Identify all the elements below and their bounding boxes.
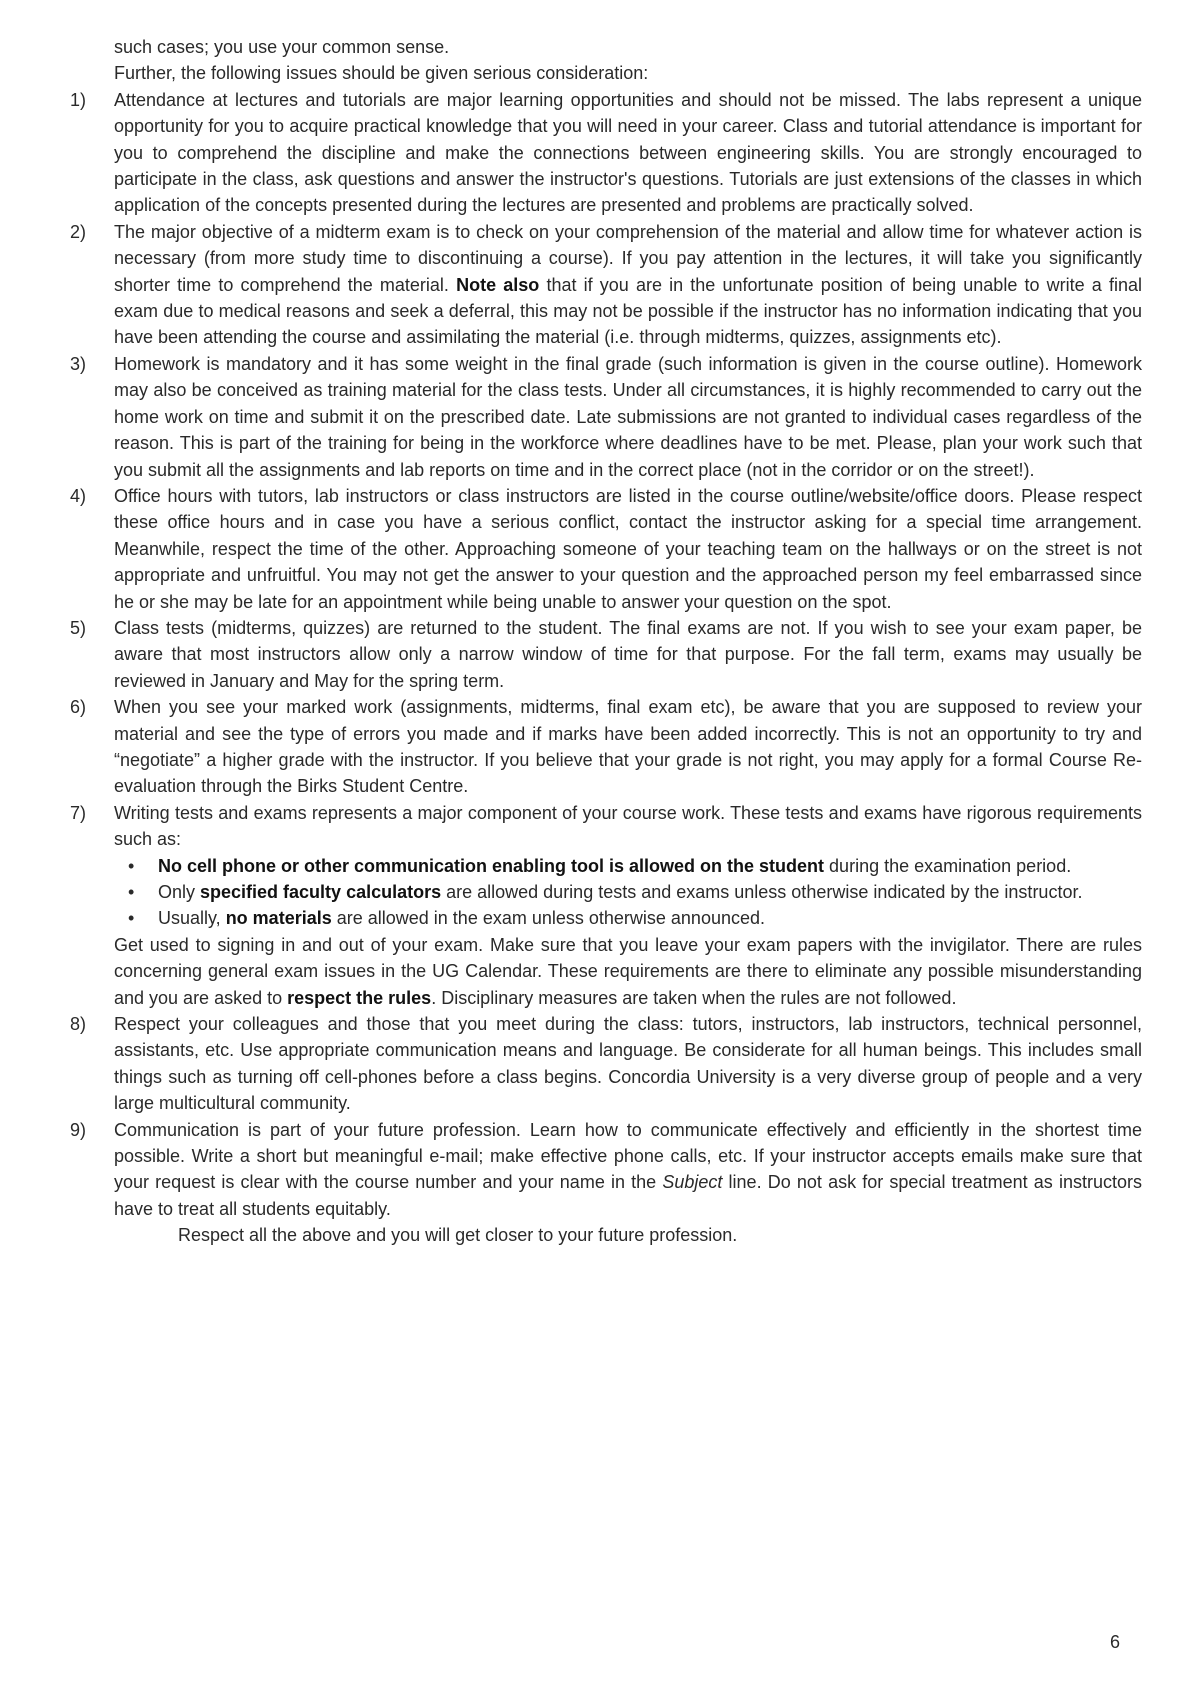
text-segment: Usually,: [158, 908, 226, 929]
item-text: [114, 483, 1142, 615]
item-text: [114, 800, 1142, 853]
page-number: 6: [1110, 1632, 1121, 1652]
item-continuation: [114, 932, 1142, 1011]
italic-text: Subject: [662, 1172, 723, 1193]
list-item: [70, 351, 1142, 483]
item-text: [114, 1117, 1142, 1223]
text-segment: Only: [158, 882, 201, 902]
item-text: [114, 694, 1142, 800]
text-segment: are allowed during tests and exams unless otherwise indicated by the instructor.: [441, 882, 1083, 902]
intro-line: such cases; you use your common sense.: [114, 37, 450, 57]
text-segment: during the examination period.: [824, 855, 1072, 876]
bullet-item: [114, 853, 1142, 879]
item-number: 2): [70, 221, 87, 242]
bold-text: No cell phone or other communication enabling tool is allowed on the student: [158, 855, 825, 876]
document-body: [70, 34, 1142, 1249]
item-text: [114, 87, 1142, 219]
list-item: [70, 800, 1142, 1011]
bullet-icon: •: [128, 908, 135, 929]
text-segment: that if you are in the unfortunate position of being unable to write a final exam due to medical reasons and seek a deferral, this may not be possible if the instructor has no information indicating that you have been attending the course and assimilating the material (i.e. through midterms, quizzes, assignments etc).: [114, 274, 1142, 348]
item-number: 1): [70, 89, 87, 110]
item-number: 8): [70, 1014, 87, 1035]
item-number: 3): [70, 353, 87, 374]
item-number: 6): [70, 697, 87, 718]
list-item: [70, 1011, 1142, 1117]
closing-line: Respect all the above and you will get closer to your future profession.: [178, 1225, 738, 1246]
text-segment: The major objective of a midterm exam is to check on your comprehension of the material and allow time for whatever action is necessary (from more study time to discontinuing a course). If you pay attention in the lectures, it will take you significantly shorter time to comprehend the material.: [114, 221, 1142, 295]
item-text: [114, 615, 1142, 694]
item-number: 7): [70, 802, 87, 823]
list-item: [70, 1117, 1142, 1223]
text-segment: line. Do not ask for special treatment as instructors have to treat all students equitably.: [114, 1172, 1142, 1219]
text-segment: . Disciplinary measures are taken when the rules are not followed.: [431, 987, 957, 1008]
bullet-item: [114, 879, 1142, 905]
text-segment: Respect your colleagues and those that you meet during the class: tutors, instructors, lab instructors, technical personnel, assistants, etc. Use appropriate communication means and language. Be considerate for all human beings. This includes small things such as turning off cell-phones before a class begins. Concordia University is a very diverse group of people and a very large multicultural community.: [114, 1014, 1142, 1114]
intro-line: Further, the following issues should be given serious consideration:: [114, 63, 649, 84]
text-segment: When you see your marked work (assignments, midterms, final exam etc), be aware that you are supposed to review your material and see the type of errors you made and if marks have been added incorrectly. This is not an opportunity to try and “negotiate” a higher grade with the instructor. If you believe that your grade is not right, you may apply for a formal Course Re-evaluation through the Birks Student Centre.: [114, 697, 1142, 797]
item-number: 5): [70, 617, 87, 638]
item-text: [114, 219, 1142, 351]
text-segment: Office hours with tutors, lab instructors or class instructors are listed in the course outline/website/office doors. Please respect these office hours and in case you have a serious conflict, contact the instructor asking for a special time arrangement. Meanwhile, respect the time of the other. Approaching someone of your teaching team on the hallways or on the street is not appropriate and unfruitful. You may not get the answer to your question and the approached person my feel embarrassed since he or she may be late for an appointment while being unable to answer your question on the spot.: [114, 485, 1142, 612]
item-text: [114, 351, 1142, 483]
text-segment: Communication is part of your future profession. Learn how to communicate effectively and efficiently in the shortest time possible. Write a short but meaningful e-mail; make effective phone calls, etc. If your instructor accepts emails make sure that your request is clear with the course number and your name in the: [114, 1119, 1142, 1193]
list-item: [70, 219, 1142, 351]
text-segment: Class tests (midterms, quizzes) are returned to the student. The final exams are not. If you wish to see your exam paper, be aware that most instructors allow only a narrow window of time for that purpose. For the fall term, exams may usually be reviewed in January and May for the spring term.: [114, 617, 1142, 691]
bold-text: respect the rules: [287, 987, 432, 1008]
text-segment: Get used to signing in and out of your exam. Make sure that you leave your exam papers with the invigilator. There are rules concerning general exam issues in the UG Calendar. These requirements are there to eliminate any possible misunderstanding and you are asked to: [114, 934, 1142, 1008]
bold-text: no materials: [225, 908, 332, 929]
bold-text: specified faculty calculators: [200, 882, 442, 902]
list-item: [70, 483, 1142, 615]
text-segment: Homework is mandatory and it has some weight in the final grade (such information is given in the course outline). Homework may also be conceived as training material for the class tests. Under all circumstances, it is highly recommended to carry out the home work on time and submit it on the prescribed date. Late submissions are not granted to individual cases regardless of the reason. This is part of the training for being in the workforce where deadlines have to be met. Please, plan your work such that you submit all the assignments and lab reports on time and in the correct place (not in the corridor or on the street!).: [114, 353, 1142, 480]
text-segment: are allowed in the exam unless otherwise announced.: [331, 908, 765, 929]
bullet-item: [114, 905, 1142, 931]
text-segment: Writing tests and exams represents a major component of your course work. These tests and exams have rigorous requirements such as:: [114, 802, 1142, 850]
bullet-list: [114, 853, 1142, 932]
bullet-icon: •: [128, 855, 135, 876]
bold-text: Note also: [456, 274, 540, 295]
text-segment: Attendance at lectures and tutorials are major learning opportunities and should not be missed. The labs represent a unique opportunity for you to acquire practical knowledge that you will need in your career. Class and tutorial attendance is important for you to comprehend the discipline and make the connections between engineering skills. You are strongly encouraged to participate in the class, ask questions and answer the instructor's questions. Tutorials are just extensions of the classes in which application of the concepts presented during the lectures are presented and problems are practically solved.: [114, 89, 1142, 216]
numbered-list: [70, 87, 1142, 1222]
item-number: 4): [70, 485, 87, 506]
item-number: 9): [70, 1119, 87, 1140]
list-item: [70, 615, 1142, 694]
list-item: [70, 87, 1142, 219]
list-item: [70, 694, 1142, 800]
bullet-icon: •: [128, 882, 135, 902]
item-text: [114, 1011, 1142, 1117]
